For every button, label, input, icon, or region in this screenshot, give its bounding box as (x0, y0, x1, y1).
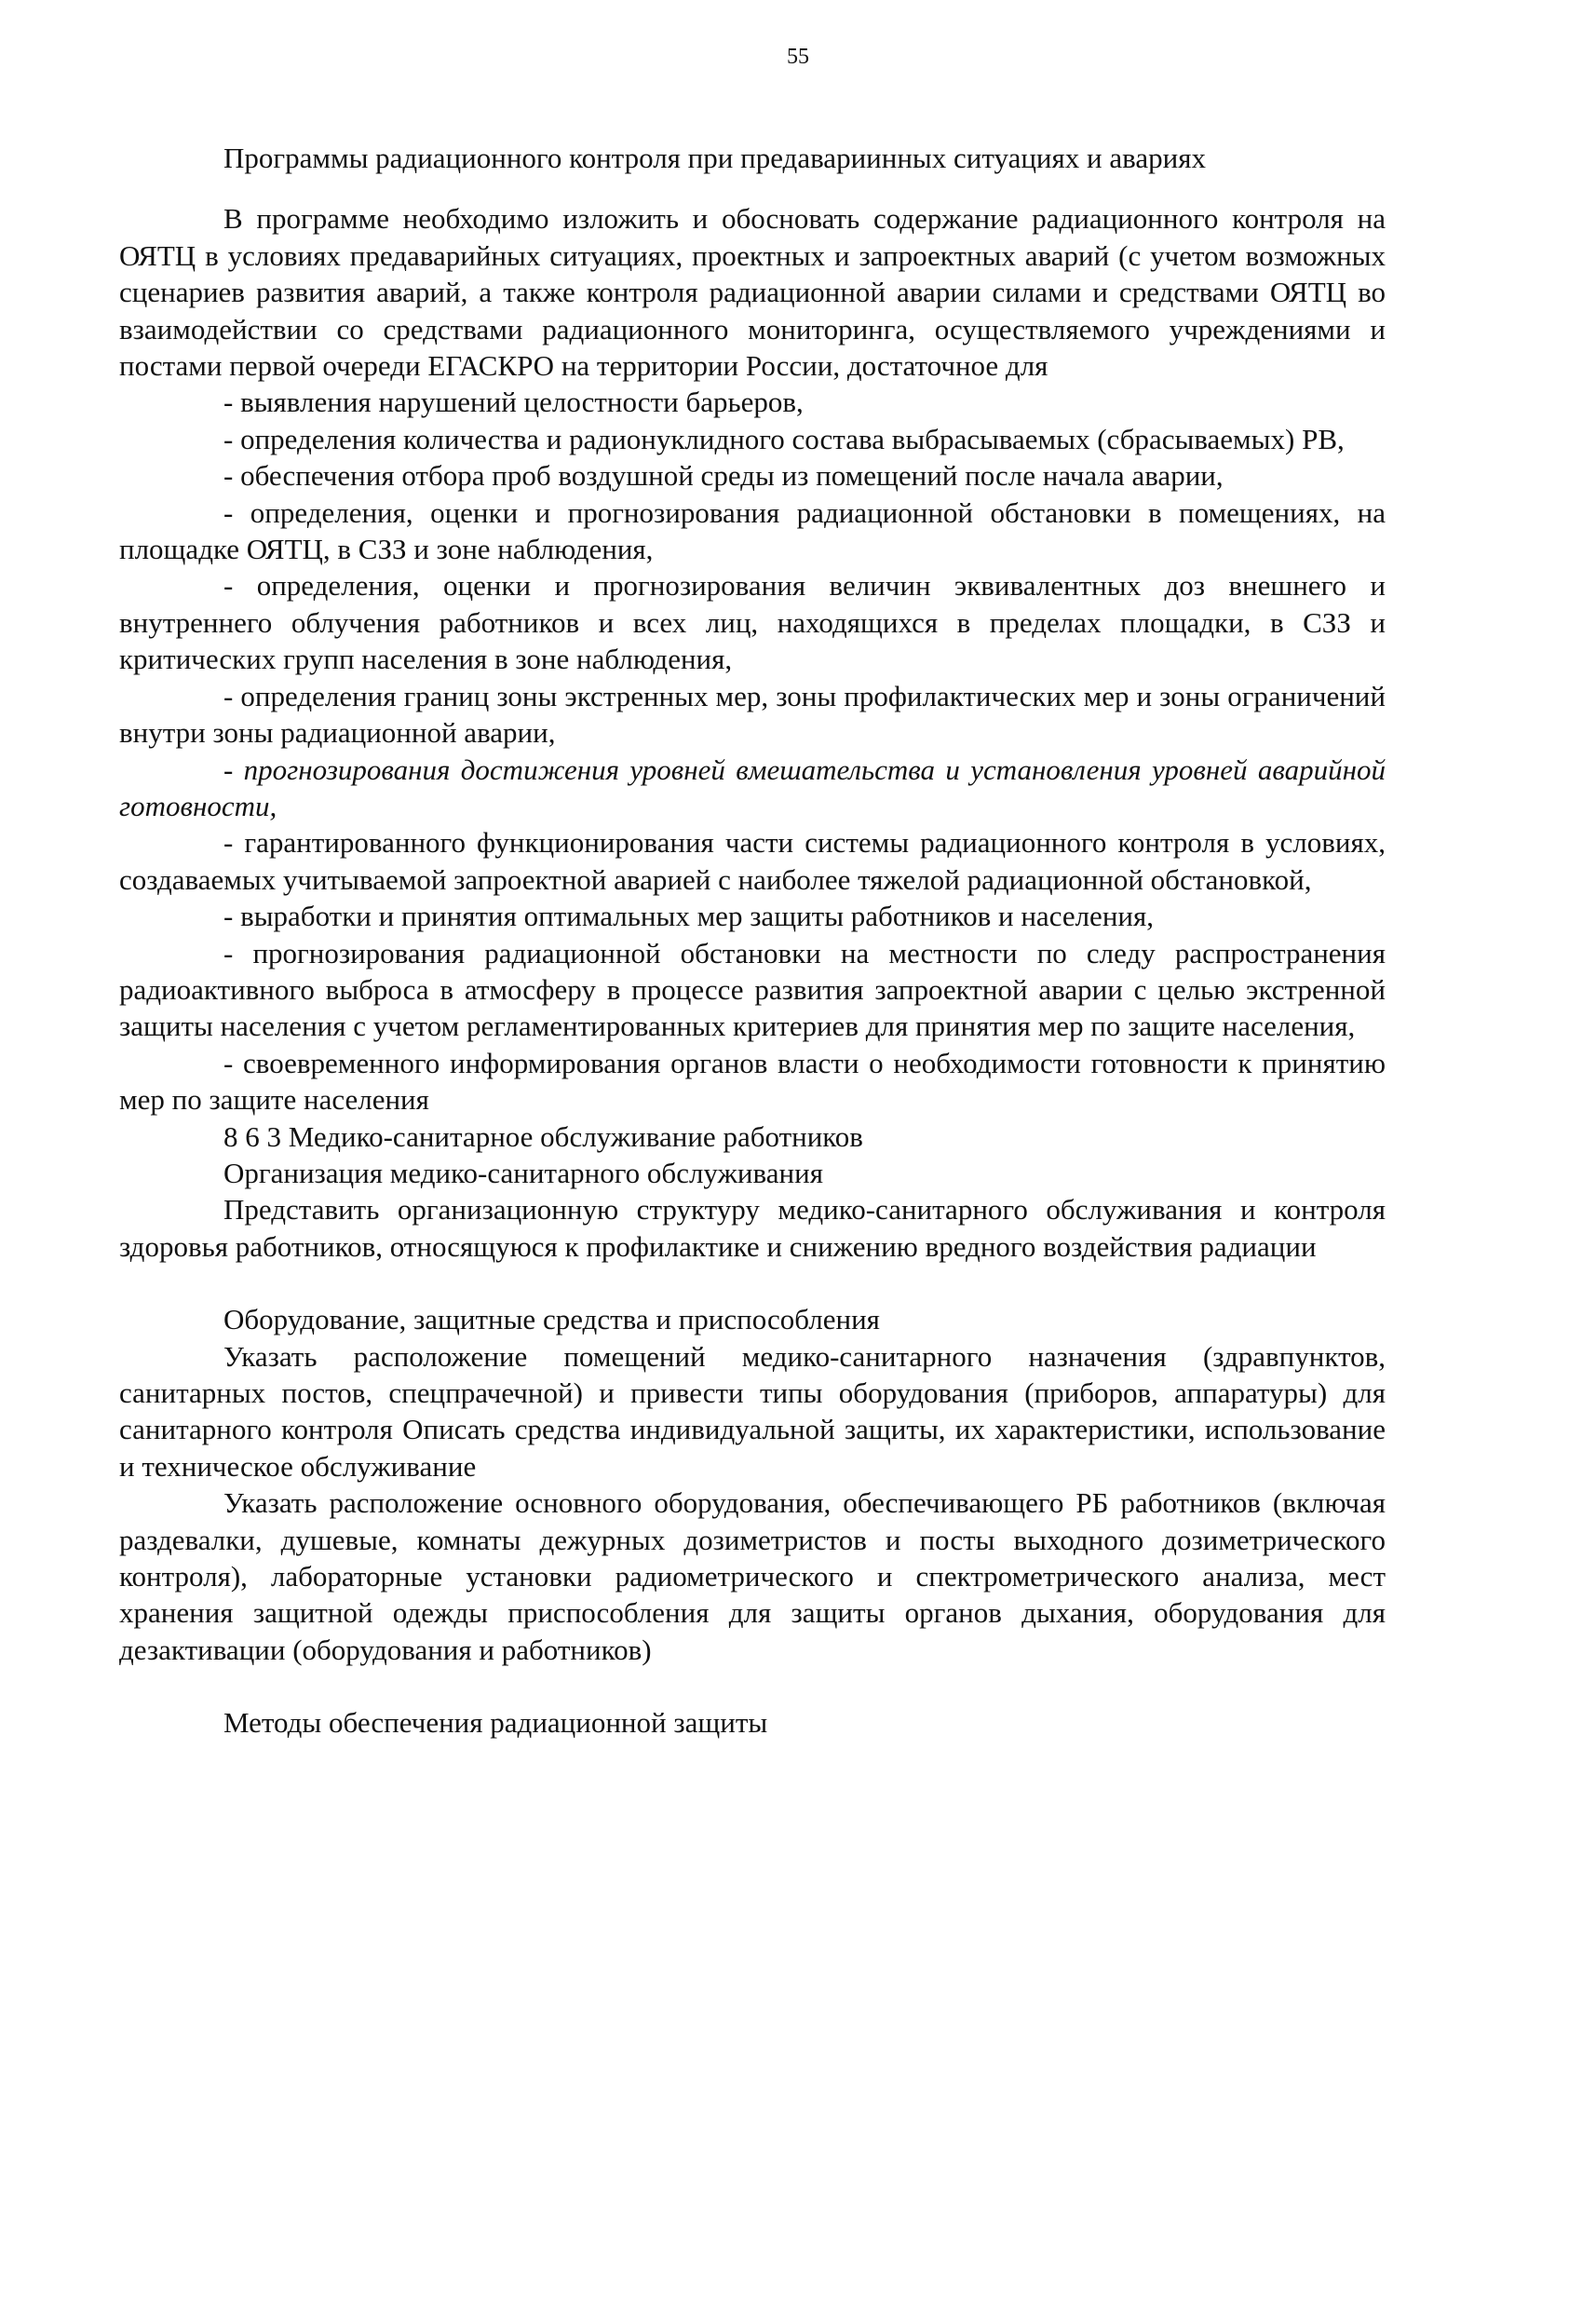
equipment-paragraph: Указать расположение помещений медико-санитарного назначения (здравпунктов, санитарных постов, спецпрачечной) и привести типы оборудования (приборов, аппаратуры) для санитарного контроля Описать средства индивидуальной защиты, их характеристики, использование и техническое обслуживание (119, 1339, 1386, 1483)
list-item: - прогнозирования радиационной обстановки на местности по следу распространения радиоактивного выброса в атмосферу в процессе развития запроектной аварии с целью экстренной защиты населения с учетом регламентированных критериев для принятия мер по защите населения, (119, 936, 1386, 1043)
page-number: 55 (787, 45, 809, 69)
list-item: - гарантированного функционирования части системы радиационного контроля в условиях, создаваемых учитываемой запроектной аварией с наиболее тяжелой радиационной обстановкой, (119, 826, 1386, 896)
list-item: - прогнозирования достижения уровней вмешательства и установления уровней аварийной готовности, (119, 752, 1386, 822)
subheading-equipment: Оборудование, защитные средства и приспособления (223, 1303, 880, 1336)
list-item: - определения, оценки и прогнозирования радиационной обстановки в помещениях, на площадке ОЯТЦ, в СЗЗ и зоне наблюдения, (119, 495, 1386, 566)
intro-paragraph: В программе необходимо изложить и обосновать содержание радиационного контроля на ОЯТЦ в условиях предаварийных ситуациях, проектных и запроектных аварий (с учетом возможных сценариев развития аварий, а также контроля радиационной аварии силами и средствами ОЯТЦ во взаимодействии со средствами радиационного мониторинга, осуществляемого учреждениями и постами первой очереди ЕГАСКРО на территории России, достаточное для (119, 202, 1386, 383)
list-item: - своевременного информирования органов власти о необходимости готовности к принятию мер по защите населения (119, 1046, 1386, 1117)
list-item: - определения границ зоны экстренных мер, зоны профилактических мер и зоны ограничений внутри зоны радиационной аварии, (119, 679, 1386, 750)
list-item: - выработки и принятия оптимальных мер защиты работников и населения, (223, 900, 1155, 933)
list-item: - выявления нарушений целостности барьеров, (223, 386, 804, 419)
section-title: Программы радиационного контроля при предавариинных ситуациях и авариях (223, 142, 1206, 174)
list-item: - определения, оценки и прогнозирования величин эквивалентных доз внешнего и внутреннего облучения работников и всех лиц, находящихся в пределах площадки, в СЗЗ и критических групп населения в зоне наблюдения, (119, 569, 1386, 676)
organization-paragraph: Представить организационную структуру медико-санитарного обслуживания и контроля здоровья работников, относящуюся к профилактике и снижению вредного воздействия радиации (119, 1193, 1386, 1263)
list-item: - обеспечения отбора проб воздушной среды из помещений после начала аварии, (223, 459, 1224, 493)
subheading-organization: Организация медико-санитарного обслуживания (223, 1156, 823, 1189)
list-item: - определения количества и радионуклидного состава выбрасываемых (сбрасываемых) РВ, (223, 422, 1345, 455)
subheading-methods: Методы обеспечения радиационной защиты (223, 1706, 768, 1740)
equipment-location-paragraph: Указать расположение основного оборудования, обеспечивающего РБ работников (включая раздевалки, душевые, комнаты дежурных дозиметристов и посты выходного дозиметрического контроля), лабораторные установки радиометрического и спектрометрического анализа, мест хранения защитной одежды приспособления для защиты органов дыхания, оборудования для дезактивации (оборудования и работников) (119, 1486, 1386, 1666)
page-content (119, 140, 1386, 1742)
section-heading: 8 6 3 Медико-санитарное обслуживание работников (223, 1119, 863, 1153)
